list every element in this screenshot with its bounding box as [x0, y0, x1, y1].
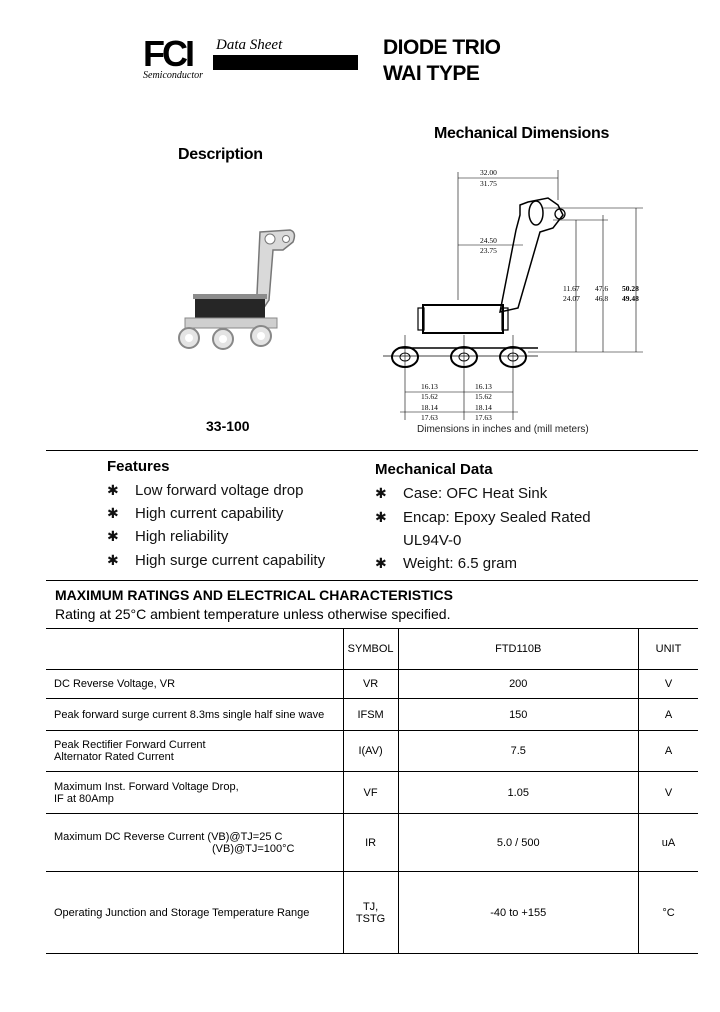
row-param: Maximum DC Reverse Current (VB)@TJ=25 C (VB)@TJ=100°C [46, 814, 343, 872]
table-row [46, 814, 698, 872]
dimensions-note: Dimensions in inches and (mill meters) [417, 424, 589, 435]
table-row [46, 772, 698, 814]
logo-tag: Semiconductor [143, 70, 203, 81]
table-row [46, 731, 698, 772]
dim-label-right1-a: 11.67 [563, 284, 580, 293]
row-unit: V [638, 670, 698, 699]
dim-label-top-b: 31.75 [480, 179, 497, 188]
row-symbol: VR [343, 670, 398, 699]
asterisk-icon: ✱ [107, 505, 119, 521]
row-value: 7.5 [398, 731, 638, 772]
mech-data-item: ✱ Weight: 6.5 gram [375, 555, 517, 572]
asterisk-icon: ✱ [107, 552, 119, 568]
dim-label-bot2-a: 16.13 [475, 382, 492, 391]
feature-item: ✱ High surge current capability [107, 552, 326, 569]
divider-top [46, 450, 698, 451]
logo-subtitle: Data Sheet [216, 37, 283, 53]
asterisk-icon: ✱ [107, 528, 119, 544]
features-title: Features [107, 458, 170, 475]
ratings-table [46, 628, 698, 954]
divider-mid [46, 580, 698, 581]
feature-item: ✱ High reliability [107, 528, 229, 545]
dim-label-mid-a: 24.50 [480, 236, 497, 245]
dim-label-mid-b: 23.75 [480, 246, 497, 255]
row-unit: A [638, 699, 698, 731]
row-symbol: IFSM [343, 699, 398, 731]
table-row [46, 699, 698, 731]
row-unit: A [638, 731, 698, 772]
table-header-row [46, 629, 698, 670]
dim-label-right3-a: 50.28 [622, 284, 639, 293]
logo-bar [213, 55, 358, 70]
table-row [46, 872, 698, 954]
dim-label-bot4-a: 18.14 [475, 403, 492, 412]
dim-label-right2-a: 47.6 [595, 284, 609, 293]
company-logo: FCI [143, 33, 192, 74]
asterisk-icon: ✱ [375, 509, 387, 525]
mechanical-dimensions-title: Mechanical Dimensions [434, 125, 610, 142]
doc-title-line1: DIODE TRIO [383, 36, 501, 59]
row-param: Maximum Inst. Forward Voltage Drop, IF at 80Amp [46, 772, 343, 814]
dim-label-bot3-a: 18.14 [421, 403, 438, 412]
asterisk-icon: ✱ [375, 485, 387, 501]
row-param: DC Reverse Voltage, VR [46, 670, 343, 699]
row-param: Peak forward surge current 8.3ms single half sine wave [46, 699, 343, 731]
row-value: 1.05 [398, 772, 638, 814]
dim-label-top-a: 32.00 [480, 168, 497, 177]
feature-item: ✱ Low forward voltage drop [107, 482, 304, 499]
mechanical-data-title: Mechanical Data [375, 461, 493, 478]
ratings-subtitle: Rating at 25°C ambient temperature unless otherwise specified. [55, 606, 451, 622]
dim-label-bot1-a: 16.13 [421, 382, 438, 391]
row-unit: uA [638, 814, 698, 872]
table-row [46, 670, 698, 699]
dim-label-bot1-b: 15.62 [421, 392, 438, 401]
feature-item: ✱ High current capability [107, 505, 284, 522]
mechanical-drawing [378, 160, 648, 425]
dim-label-right3-b: 49.48 [622, 294, 639, 303]
row-unit: °C [638, 872, 698, 954]
row-symbol: TJ, TSTG [343, 872, 398, 954]
header-symbol: SYMBOL [343, 629, 398, 670]
asterisk-icon: ✱ [107, 482, 119, 498]
dim-label-right1-b: 24.07 [563, 294, 580, 303]
mech-data-item: ✱ Case: OFC Heat Sink [375, 485, 548, 502]
row-symbol: I(AV) [343, 731, 398, 772]
row-unit: V [638, 772, 698, 814]
row-param: Operating Junction and Storage Temperature Range [46, 872, 343, 954]
component-photo [165, 222, 315, 352]
header-param [46, 629, 343, 670]
header-value: FTD110B [398, 629, 638, 670]
row-symbol: IR [343, 814, 398, 872]
ratings-title: MAXIMUM RATINGS AND ELECTRICAL CHARACTERISTICS [55, 587, 453, 603]
description-title: Description [178, 146, 263, 163]
row-value: -40 to +155 [398, 872, 638, 954]
row-param: Peak Rectifier Forward Current Alternator Rated Current [46, 731, 343, 772]
dim-label-bot3-b: 17.63 [421, 413, 438, 422]
row-symbol: VF [343, 772, 398, 814]
row-value: 200 [398, 670, 638, 699]
mech-data-item-cont: UL94V-0 [403, 532, 462, 549]
header-unit: UNIT [638, 629, 698, 670]
package-code: 33-100 [206, 418, 250, 434]
doc-title-line2: WAI TYPE [383, 62, 480, 85]
asterisk-icon: ✱ [375, 555, 387, 571]
row-value: 150 [398, 699, 638, 731]
row-value: 5.0 / 500 [398, 814, 638, 872]
dim-label-bot2-b: 15.62 [475, 392, 492, 401]
mech-data-item: ✱ Encap: Epoxy Sealed Rated [375, 509, 591, 526]
dim-label-bot4-b: 17.63 [475, 413, 492, 422]
dim-label-right2-b: 46.8 [595, 294, 609, 303]
